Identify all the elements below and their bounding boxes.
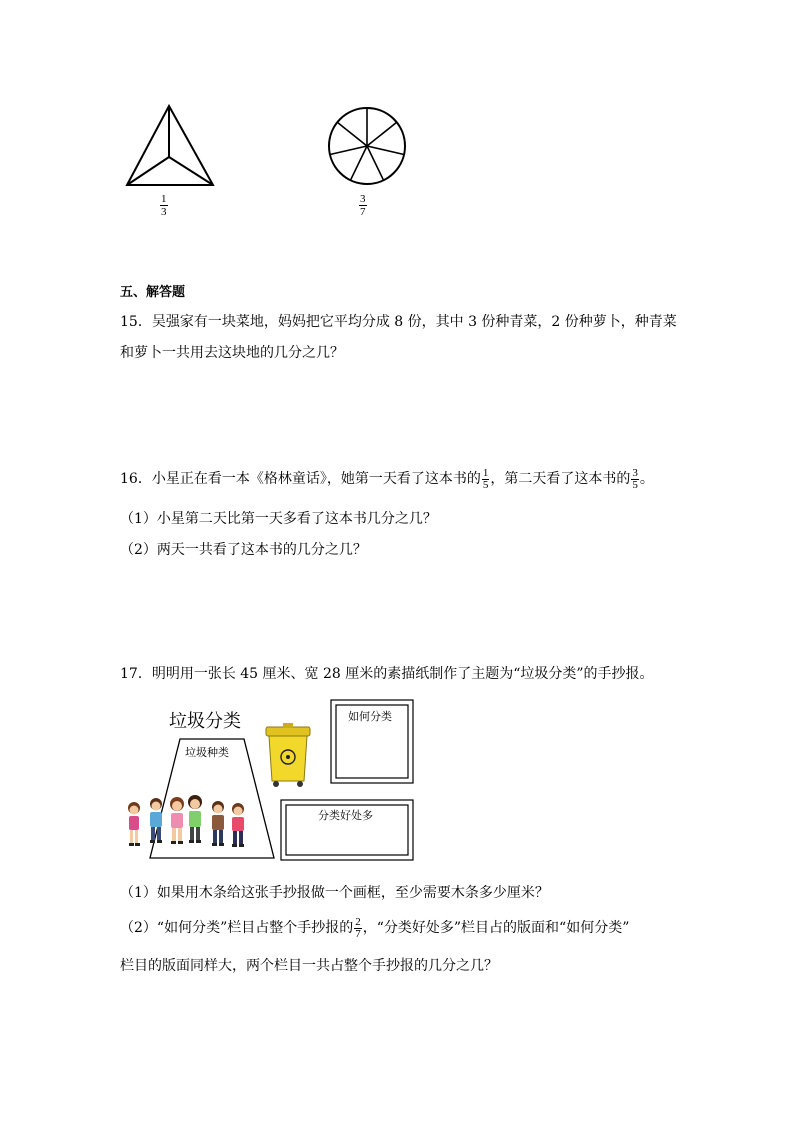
fraction-denominator: 3 <box>161 206 167 218</box>
circle-figure <box>325 104 409 188</box>
q16-mid: ，第二天看了这本书的 <box>490 471 631 487</box>
q16-post: 。 <box>639 471 654 487</box>
q17-sub2-pre: （2）“如何分类”栏目占整个手抄报的 <box>120 920 354 936</box>
fraction-denominator: 5 <box>482 478 489 491</box>
trash-can-icon <box>266 723 310 787</box>
q17-sub2-line1 <box>120 913 629 943</box>
q15-line1: 15．吴强家有一块菜地，妈妈把它平均分成 8 份，其中 3 份种青菜，2 份种萝卜，种青菜 <box>120 314 677 330</box>
fraction-numerator: 2 <box>355 915 361 928</box>
q16-fraction-2 <box>631 468 639 491</box>
q16-line1 <box>120 464 654 494</box>
q16-sub1: （1）小星第二天比第一天多看了这本书几分之几？ <box>120 511 437 527</box>
q15-line2: 和萝卜一共用去这块地的几分之几？ <box>120 345 344 361</box>
circle-fraction <box>359 193 367 218</box>
fraction-denominator: 7 <box>355 927 361 940</box>
fraction-numerator: 3 <box>360 193 366 205</box>
poster-box1-label: 如何分类 <box>348 710 392 723</box>
q17-sub1: （1）如果用木条给这张手抄报做一个画框，至少需要木条多少厘米？ <box>120 885 549 901</box>
q16-pre: 16．小星正在看一本《格林童话》，她第一天看了这本书的 <box>120 471 481 487</box>
poster-trapezoid-label: 垃圾种类 <box>185 746 229 759</box>
fraction-numerator: 3 <box>632 466 638 479</box>
triangle-fraction <box>160 193 168 218</box>
children-group-icon <box>128 795 244 847</box>
triangle-figure <box>120 100 220 192</box>
q17-sub2-post: ，“分类好处多”栏目占的版面和“如何分类” <box>362 920 630 936</box>
q16-sub2: （2）两天一共看了这本书的几分之几？ <box>120 542 367 558</box>
q17-fraction <box>354 917 362 940</box>
q16-fraction-1 <box>482 468 490 491</box>
q17-sub2-line2: 栏目的版面同样大，两个栏目一共占整个手抄报的几分之几？ <box>120 958 498 974</box>
fraction-denominator: 5 <box>632 478 638 491</box>
poster-title: 垃圾分类 <box>169 711 241 732</box>
q17-line1: 17．明明用一张长 45 厘米、宽 28 厘米的素描纸制作了主题为“垃圾分类”的手抄报。 <box>120 666 654 682</box>
fraction-numerator: 1 <box>161 193 167 205</box>
section-heading: 五、解答题 <box>120 285 186 300</box>
fraction-denominator: 7 <box>360 206 366 218</box>
poster-box2-label: 分类好处多 <box>318 809 373 822</box>
fraction-numerator: 1 <box>482 466 489 479</box>
